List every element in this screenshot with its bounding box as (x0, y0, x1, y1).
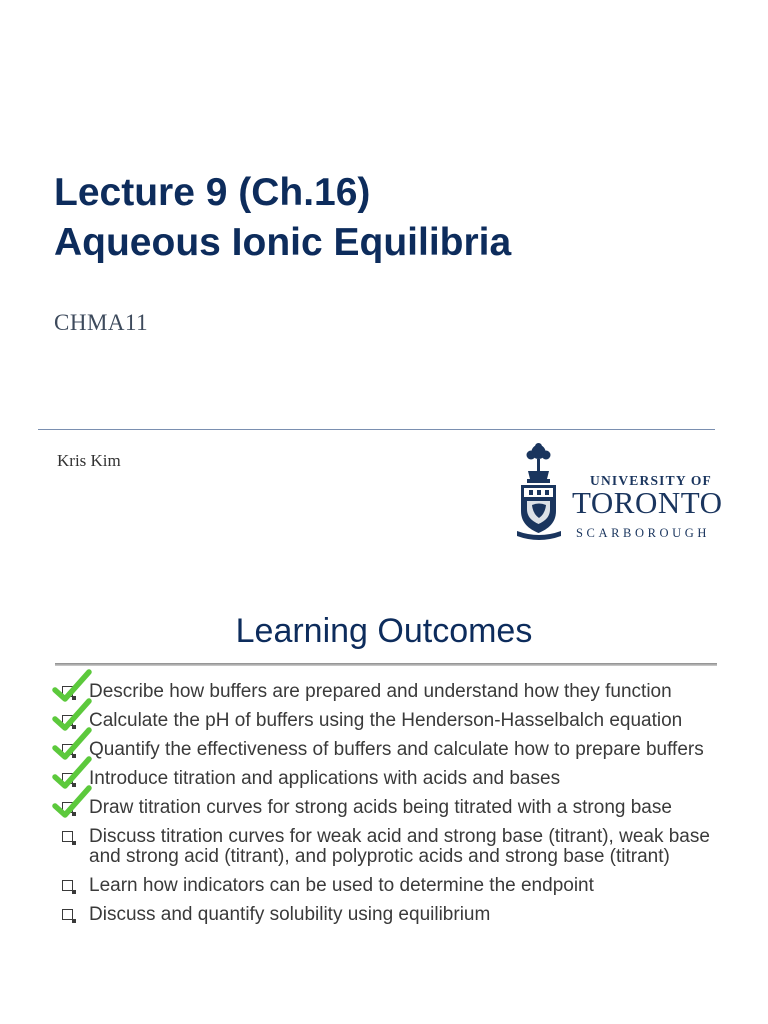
outcome-item (58, 740, 718, 760)
outcome-item (58, 827, 718, 867)
logo-line-toronto: TORONTO (572, 485, 723, 520)
outcome-text: Calculate the pH of buffers using the Henderson-Hasselbalch equation (89, 710, 683, 731)
author-name: Kris Kim (57, 451, 121, 470)
outcome-item (58, 798, 718, 818)
outcome-text: Describe how buffers are prepared and understand how they function (89, 681, 672, 702)
outcome-text: Discuss titration curves for weak acid and strong base (titrant), weak base and strong acid (titrant), and polyprotic acids and strong base (titrant) (89, 826, 710, 867)
title-underline (55, 663, 717, 666)
checkbox-icon (62, 880, 73, 891)
outcome-item (58, 711, 718, 731)
checkbox-icon (62, 909, 73, 920)
university-crest-icon (515, 443, 565, 541)
outcome-text: Draw titration curves for strong acids being titrated with a strong base (89, 797, 672, 818)
outcome-text: Learn how indicators can be used to determine the endpoint (89, 875, 594, 896)
outcome-item (58, 682, 718, 702)
checkbox-icon (62, 831, 73, 842)
title-line-1: Lecture 9 (Ch.16) (54, 171, 371, 214)
logo-line-university: UNIVERSITY OF (590, 473, 712, 488)
title-line-2: Aqueous Ionic Equilibria (54, 221, 512, 264)
outcome-item (58, 876, 718, 896)
university-logo (515, 443, 735, 543)
checkmark-icon (52, 784, 92, 820)
outcomes-list (58, 682, 718, 934)
divider (38, 429, 715, 430)
course-code: CHMA11 (54, 310, 149, 335)
outcome-item (58, 905, 718, 925)
lecture-title (54, 168, 511, 268)
outcome-text: Discuss and quantify solubility using equilibrium (89, 904, 491, 925)
learning-outcomes-slide (0, 560, 768, 1024)
slide-title: Learning Outcomes (235, 612, 533, 650)
outcome-item (58, 769, 718, 789)
outcome-text: Introduce titration and applications with acids and bases (89, 768, 561, 789)
logo-line-scarborough: SCARBOROUGH (576, 526, 711, 540)
outcome-text: Quantify the effectiveness of buffers and calculate how to prepare buffers (89, 739, 704, 760)
